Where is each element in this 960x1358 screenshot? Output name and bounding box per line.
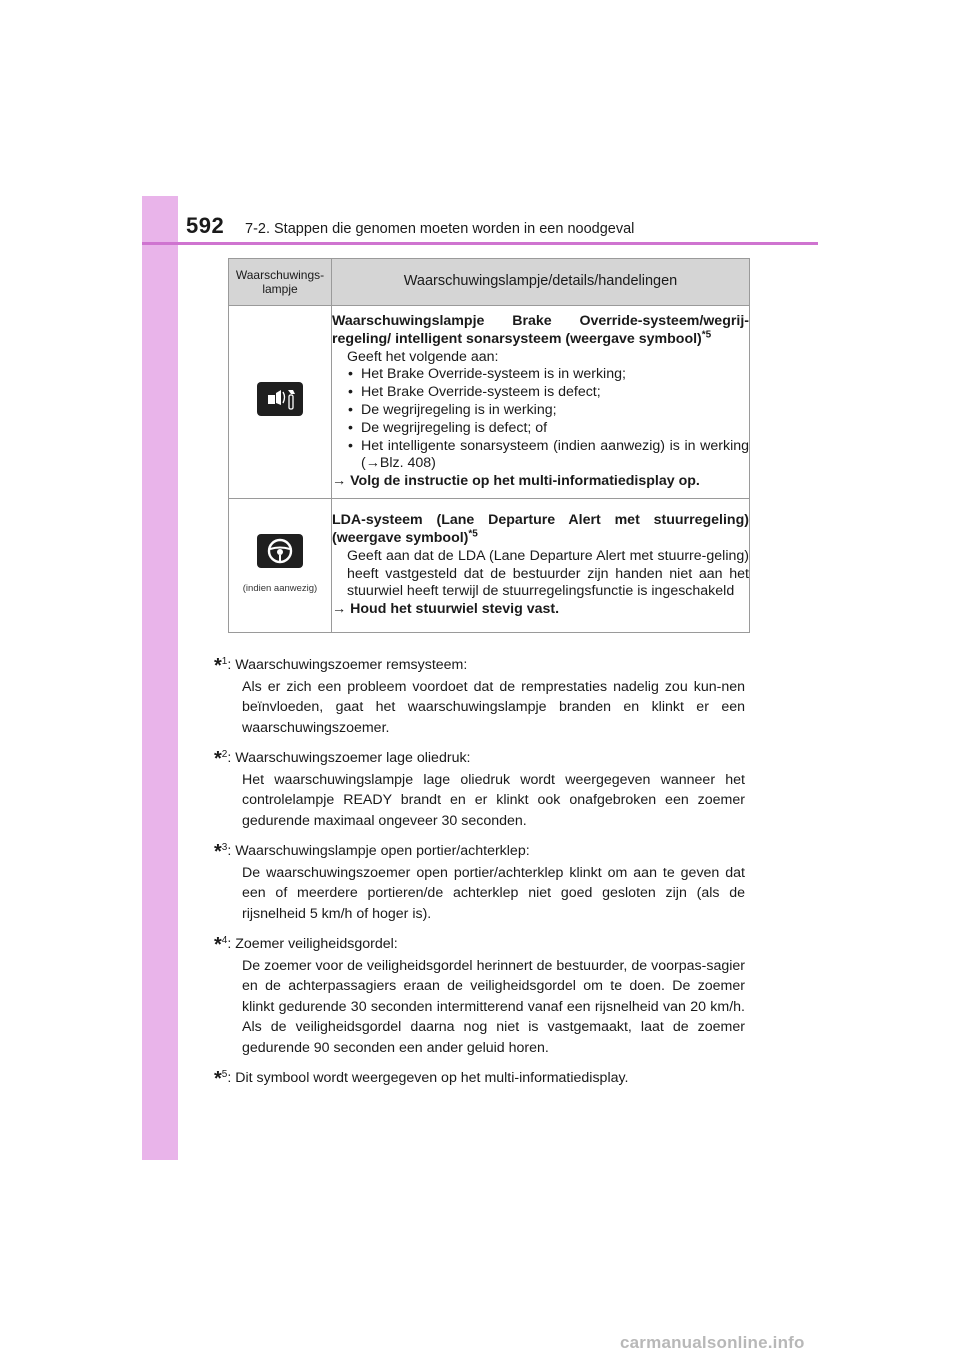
footnote-title: : Dit symbool wordt weergegeven op het multi-informatiedisplay. — [227, 1070, 629, 1086]
footnote-star: * — [214, 1068, 222, 1090]
section-title: 7-2. Stappen die genomen moeten worden in een noodgeval — [245, 221, 635, 237]
steering-wheel-icon — [257, 534, 303, 568]
footnotes — [214, 652, 745, 1097]
footnote-number: 4 — [221, 935, 228, 946]
table-row — [229, 499, 750, 633]
footnote — [214, 931, 745, 1058]
row-action: → Volg de instructie op het multi-informatiedisplay op. — [332, 473, 700, 490]
column-header-details: Waarschuwingslampje/details/handelingen — [332, 259, 750, 306]
footnote — [214, 745, 745, 831]
arrow-icon: → — [332, 473, 347, 490]
row-heading: Waarschuwingslampje Brake Override-systeem/wegrij-regeling/ intelligent sonarsysteem (weergave symbool)$^{*5}$ — [332, 313, 749, 347]
column-header-icon: Waarschuwings-lampje — [229, 259, 332, 306]
table-header-row — [229, 259, 750, 306]
footnote-star: * — [214, 934, 222, 956]
footnote-star: * — [214, 748, 222, 770]
icon-caption: (indien aanwezig) — [242, 582, 318, 594]
page-number: 592 — [186, 213, 225, 238]
row-heading: LDA-systeem (Lane Departure Alert met stuurregeling) (weergave symbool)$^{*5}$ — [332, 512, 749, 546]
footnote-star: * — [214, 655, 222, 677]
footnote-marker: *5 — [468, 528, 478, 540]
list-item: • Het Brake Override-systeem is defect; — [347, 384, 749, 402]
row-intro: Geeft aan dat de LDA (Lane Departure Alert met stuurre-geling) heeft vastgesteld dat de bestuurder zijn handen niet aan het stuurwiel heeft terwijl de stuurregelingsfunctie is ingeschakeld — [347, 547, 749, 600]
list-item: • Het intelligente sonarsysteem (indien aanwezig) is in werking (→Blz. 408) — [347, 438, 749, 474]
footnote — [214, 652, 745, 738]
footnote-number: 2 — [221, 749, 228, 760]
bullet-list — [332, 366, 749, 473]
icon-cell — [229, 306, 332, 499]
footnote-title: : Waarschuwingszoemer remsysteem: — [227, 657, 468, 673]
details-cell — [332, 499, 750, 633]
row-action: → Houd het stuurwiel stevig vast. — [332, 601, 560, 618]
table-row — [229, 306, 750, 499]
watermark: carmanualsonline.info — [620, 1333, 805, 1352]
details-cell — [332, 306, 750, 499]
footnote-title: : Waarschuwingslampje open portier/achterklep: — [227, 843, 530, 859]
footnote-body: Het waarschuwingslampje lage oliedruk wordt weergegeven wanneer het controlelampje READY brandt en er klinkt ook onafgebroken een zoemer gedurende maximaal ongeveer 30 seconden. — [242, 771, 745, 829]
footnote-body: Als er zich een probleem voordoet dat de remprestaties nadelig zou kun-nen beïnvloeden, gaat het waarschuwingslampje branden en klinkt er een waarschuwingszoemer. — [242, 678, 745, 736]
footnote — [214, 1065, 745, 1090]
footnote-title: : Waarschuwingszoemer lage oliedruk: — [227, 750, 471, 766]
footnote-body: De zoemer voor de veiligheidsgordel herinnert de bestuurder, de voorpas-sagier en de achterpassagiers eraan de veiligheidsgordel om te doen. De zoemer klinkt gedurende 30 seconden intermitterend vanaf een rijsnelheid van 20 km/h. Als de veiligheidsgordel daarna nog niet is vastgemaakt, laat de zoemer gedurende 90 seconden een ander geluid horen. — [242, 957, 745, 1056]
footnote-number: 3 — [221, 842, 228, 853]
footnote-number: 5 — [221, 1069, 228, 1080]
footnote-marker: *5 — [701, 329, 712, 341]
icon-cell — [229, 499, 332, 633]
row-intro: Geeft het volgende aan: — [347, 348, 499, 365]
footnote-body: De waarschuwingszoemer open portier/achterklep klinkt om aan te geven dat een of meerdere portieren/de achterklep niet goed gesloten zijn (als de rijsnelheid 5 km/h of hoger is). — [242, 864, 745, 922]
list-item: • De wegrijregeling is in werking; — [347, 402, 749, 420]
side-tab-band — [142, 196, 178, 1160]
arrow-icon: → — [332, 601, 347, 618]
footnote — [214, 838, 745, 924]
footnote-number: 1 — [221, 656, 228, 667]
header-divider — [142, 242, 818, 245]
brake-override-icon — [257, 382, 303, 416]
list-item: • De wegrijregeling is defect; of — [347, 420, 749, 438]
warning-light-table — [228, 258, 750, 633]
footnote-star: * — [214, 841, 222, 863]
list-item: • Het Brake Override-systeem is in werking; — [347, 366, 749, 384]
footnote-title: : Zoemer veiligheidsgordel: — [227, 936, 398, 952]
